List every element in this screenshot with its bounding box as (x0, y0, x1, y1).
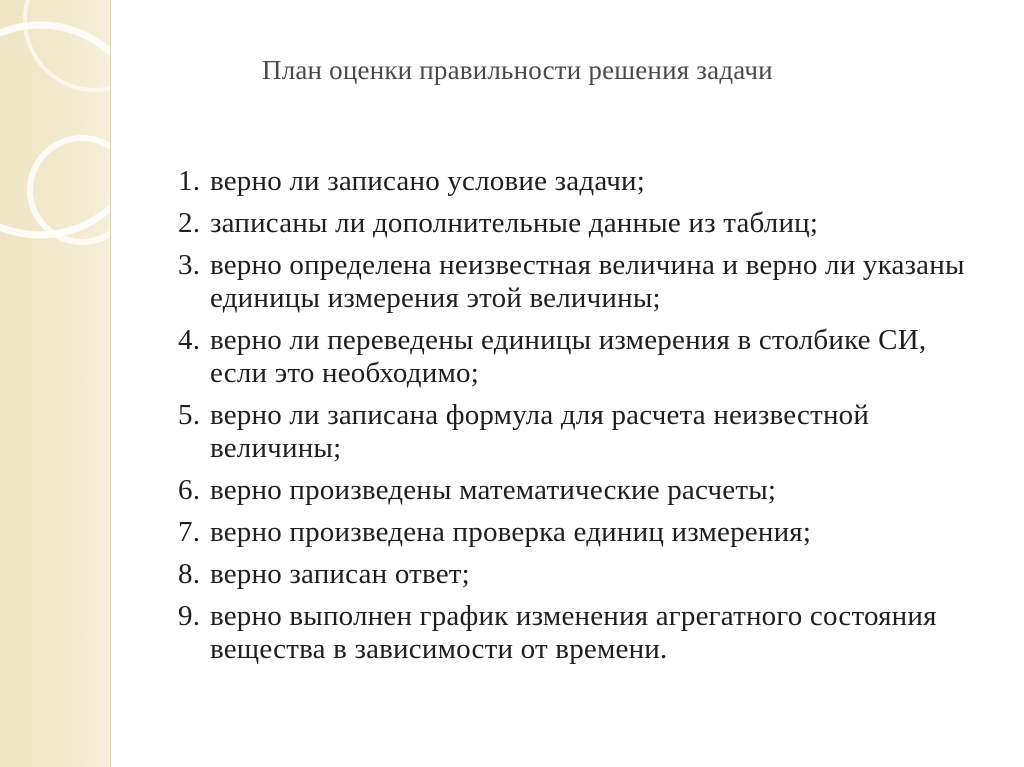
item-number: 3. (178, 249, 201, 281)
item-number: 8. (178, 558, 201, 590)
list-item (178, 474, 978, 507)
item-number: 7. (178, 516, 201, 548)
item-text: верно ли переведены единицы измерения в столбике СИ, если это необходимо; (210, 324, 927, 389)
item-text: верно произведена проверка единиц измерения; (210, 516, 812, 548)
list-item (178, 558, 978, 591)
item-text: верно определена неизвестная величина и верно ли указаны единицы измерения этой величины; (210, 249, 965, 314)
item-number: 9. (178, 600, 201, 632)
criteria-list (178, 165, 978, 675)
decorative-side-band (0, 0, 111, 767)
item-number: 1. (178, 165, 201, 197)
list-item (178, 249, 978, 315)
decorative-rings-icon (0, 0, 110, 767)
item-number: 4. (178, 324, 201, 356)
item-text: записаны ли дополнительные данные из таблиц; (210, 207, 819, 239)
item-text: верно выполнен график изменения агрегатного состояния вещества в зависимости от времени. (210, 600, 937, 665)
item-text: верно ли записана формула для расчета неизвестной величины; (210, 399, 870, 464)
slide-title: План оценки правильности решения задачи (262, 55, 773, 85)
list-item (178, 600, 978, 666)
item-text: верно ли записано условие задачи; (210, 165, 645, 197)
item-number: 5. (178, 399, 201, 431)
list-item (178, 165, 978, 198)
item-number: 6. (178, 474, 201, 506)
list-item (178, 324, 978, 390)
list-item (178, 516, 978, 549)
item-text: верно записан ответ; (210, 558, 470, 590)
list-item (178, 207, 978, 240)
item-text: верно произведены математические расчеты; (210, 474, 777, 506)
item-number: 2. (178, 207, 201, 239)
list-item (178, 399, 978, 465)
